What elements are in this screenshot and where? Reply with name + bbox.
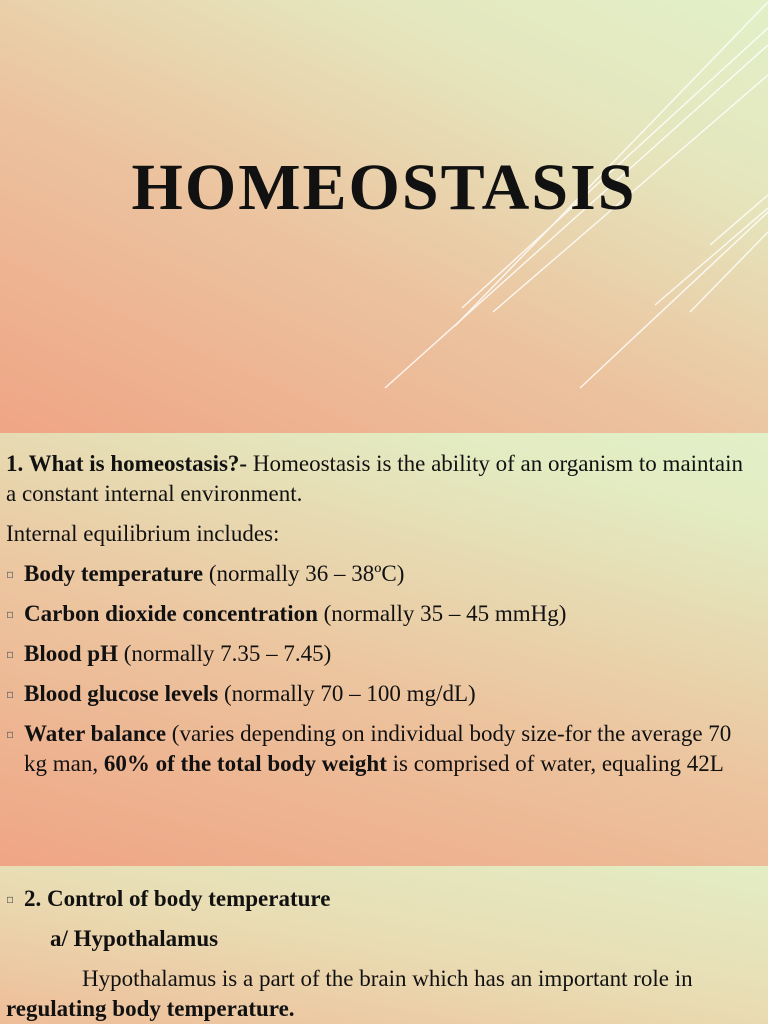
bullet-icon: ▫ bbox=[6, 567, 15, 581]
bullet-icon: ▫ bbox=[6, 727, 15, 741]
question-answer: Homeostasis is the ability of an organism to maintain a constant internal environment. bbox=[6, 451, 744, 506]
question-label: 1. What is homeostasis?- bbox=[6, 451, 248, 476]
item-term: Blood glucose levels bbox=[24, 681, 219, 706]
subheading-text: a/ Hypothalamus bbox=[50, 926, 219, 951]
equilibrium-list bbox=[6, 559, 746, 779]
item-term: Carbon dioxide concentration bbox=[24, 601, 318, 626]
intro-text: Internal equilibrium includes: bbox=[6, 521, 280, 546]
slide-content bbox=[6, 449, 746, 789]
item-term: Body temperature bbox=[24, 561, 204, 586]
item-detail: (normally 70 – 100 mg/dL) bbox=[218, 681, 476, 706]
bullet-icon: ▫ bbox=[6, 647, 15, 661]
item-detail-end: is comprised of water, equaling 42L bbox=[386, 751, 724, 776]
paragraph-bold: regulating body temperature. bbox=[6, 996, 295, 1021]
item-detail: (normally 35 – 45 mmHg) bbox=[317, 601, 567, 626]
definition-slide bbox=[0, 433, 768, 866]
bullet-icon: ▫ bbox=[6, 687, 15, 701]
item-detail: (normally 7.35 – 7.45) bbox=[117, 641, 332, 666]
temperature-slide bbox=[0, 866, 768, 1024]
deco-line bbox=[690, 232, 768, 312]
item-term: Water balance bbox=[24, 721, 167, 746]
section-heading bbox=[6, 884, 746, 914]
slide-content bbox=[6, 884, 746, 1024]
paragraph-text: Hypothalamus is a part of the brain which has an important role in bbox=[82, 966, 693, 991]
slide-title: HOMEOSTASIS bbox=[131, 151, 637, 224]
list-item bbox=[6, 679, 746, 709]
list-item bbox=[6, 599, 746, 629]
bullet-icon: ▫ bbox=[6, 892, 15, 906]
item-detail: (normally 36 – 38ºC) bbox=[203, 561, 405, 586]
item-detail: (varies depending on individual body size-for the average 70 kg man, bbox=[24, 721, 732, 776]
list-item bbox=[6, 719, 746, 779]
question-paragraph bbox=[6, 449, 746, 509]
item-term: Blood pH bbox=[24, 641, 118, 666]
list-item bbox=[6, 559, 746, 589]
item-highlight: 60% of the total body weight bbox=[103, 751, 387, 776]
bullet-icon: ▫ bbox=[6, 607, 15, 621]
paragraph bbox=[6, 964, 746, 1024]
list-item bbox=[6, 639, 746, 669]
title-slide bbox=[0, 0, 768, 433]
heading-text: 2. Control of body temperature bbox=[24, 886, 331, 911]
deco-line bbox=[580, 212, 768, 388]
subheading bbox=[6, 924, 746, 954]
